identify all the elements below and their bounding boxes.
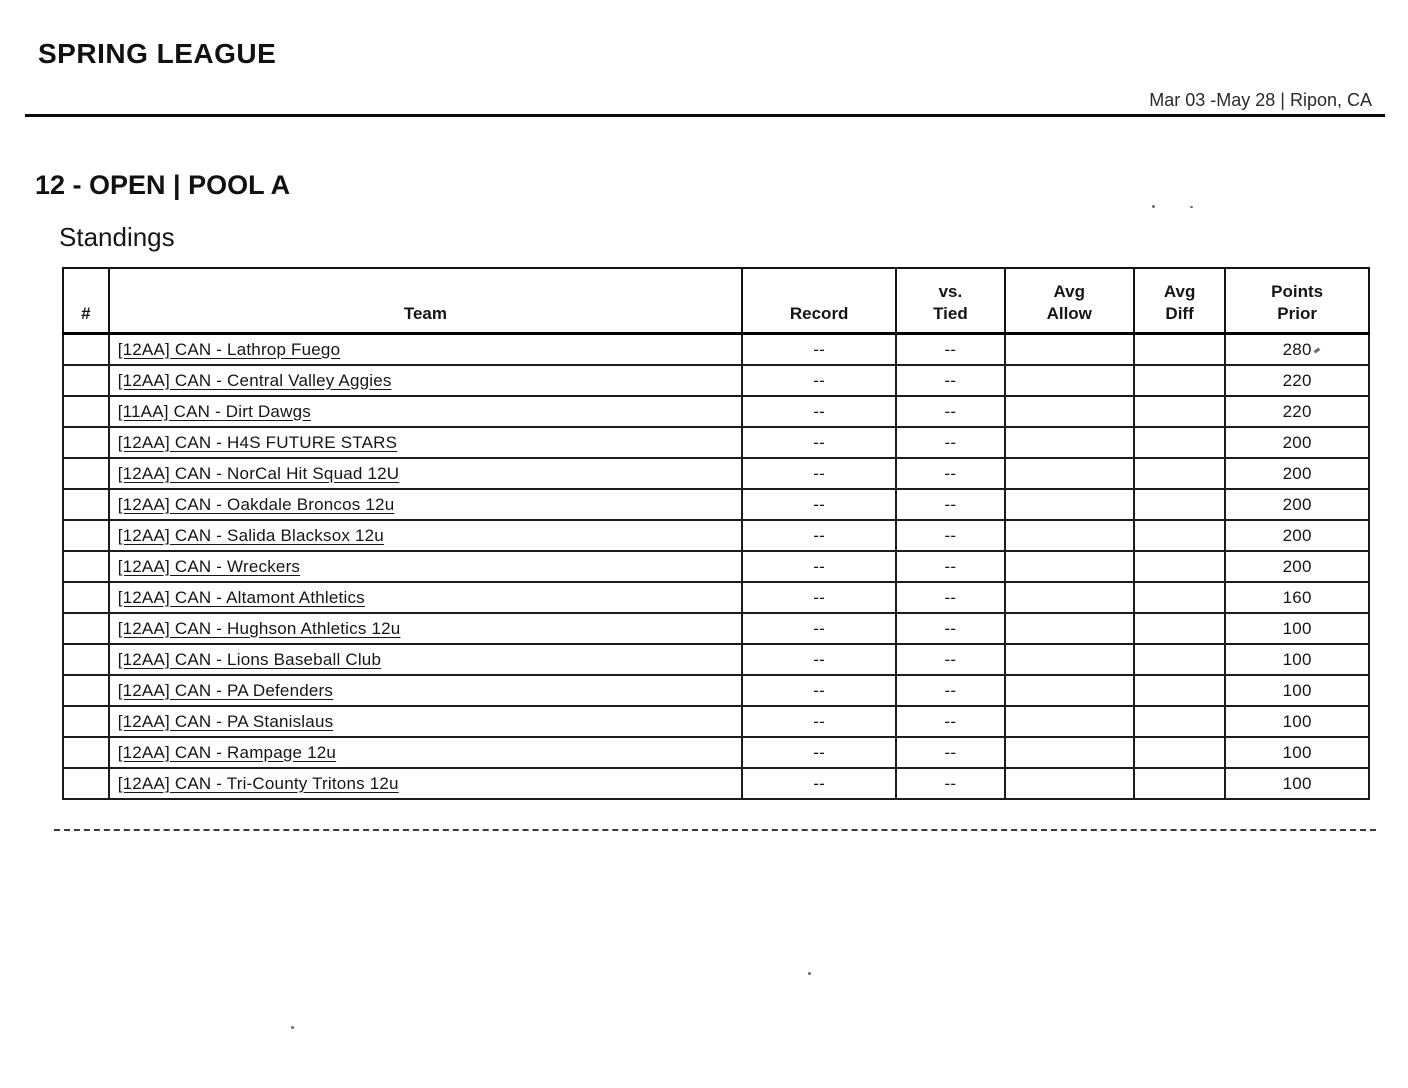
column-header-avg_diff: Avg Diff	[1134, 268, 1225, 334]
scan-speck	[1190, 206, 1193, 208]
team-name-link: [12AA] CAN - PA Defenders	[117, 680, 334, 700]
cell-points_prior: 200	[1225, 458, 1369, 489]
table-row	[63, 582, 1369, 613]
cell-record: --	[742, 334, 896, 366]
cell-record: --	[742, 737, 896, 768]
cell-record: --	[742, 582, 896, 613]
cell-num	[63, 520, 109, 551]
team-name-link: [12AA] CAN - Tri-County Tritons 12u	[117, 773, 399, 793]
cell-vs_tied: --	[896, 582, 1004, 613]
cell-record: --	[742, 396, 896, 427]
cell-record: --	[742, 644, 896, 675]
cell-points_prior: 200	[1225, 427, 1369, 458]
cell-num	[63, 396, 109, 427]
cell-points_prior: 100	[1225, 768, 1369, 799]
standings-table-body	[63, 334, 1369, 800]
cell-team	[109, 737, 742, 768]
cell-record: --	[742, 489, 896, 520]
column-header-record: Record	[742, 268, 896, 334]
cell-num	[63, 489, 109, 520]
cell-points_prior: 200	[1225, 551, 1369, 582]
table-row	[63, 613, 1369, 644]
table-row	[63, 520, 1369, 551]
scan-speck	[808, 972, 811, 975]
team-name-link: [12AA] CAN - H4S FUTURE STARS	[117, 432, 398, 452]
cell-num	[63, 458, 109, 489]
cell-vs_tied: --	[896, 737, 1004, 768]
cell-points_prior: 280	[1225, 334, 1369, 366]
cell-team	[109, 334, 742, 366]
cell-num	[63, 551, 109, 582]
cell-vs_tied: --	[896, 644, 1004, 675]
cell-avg_diff	[1134, 551, 1225, 582]
cell-avg_allow	[1005, 489, 1134, 520]
cell-avg_diff	[1134, 489, 1225, 520]
cell-vs_tied: --	[896, 458, 1004, 489]
cell-record: --	[742, 706, 896, 737]
cell-avg_allow	[1005, 675, 1134, 706]
team-name-link: [12AA] CAN - Oakdale Broncos 12u	[117, 494, 395, 514]
cell-team	[109, 706, 742, 737]
cell-avg_diff	[1134, 582, 1225, 613]
team-name-link: [12AA] CAN - NorCal Hit Squad 12U	[117, 463, 400, 483]
cell-avg_diff	[1134, 675, 1225, 706]
cell-record: --	[742, 613, 896, 644]
cell-avg_diff	[1134, 644, 1225, 675]
table-row	[63, 551, 1369, 582]
cell-avg_allow	[1005, 520, 1134, 551]
cell-team	[109, 489, 742, 520]
cell-team	[109, 365, 742, 396]
table-row	[63, 489, 1369, 520]
column-header-vs_tied: vs. Tied	[896, 268, 1004, 334]
header-rule	[25, 114, 1385, 117]
cell-vs_tied: --	[896, 613, 1004, 644]
table-row	[63, 396, 1369, 427]
cell-avg_diff	[1134, 520, 1225, 551]
cell-points_prior: 160	[1225, 582, 1369, 613]
scan-speck	[291, 1026, 294, 1029]
table-row	[63, 365, 1369, 396]
team-name-link: [12AA] CAN - Wreckers	[117, 556, 301, 576]
league-title: SPRING LEAGUE	[38, 38, 277, 69]
cell-avg_allow	[1005, 427, 1134, 458]
cell-vs_tied: --	[896, 489, 1004, 520]
cell-points_prior: 100	[1225, 644, 1369, 675]
cell-record: --	[742, 458, 896, 489]
cell-team	[109, 675, 742, 706]
cell-avg_allow	[1005, 458, 1134, 489]
column-header-avg_allow: Avg Allow	[1005, 268, 1134, 334]
cell-team	[109, 458, 742, 489]
team-name-link: [12AA] CAN - Rampage 12u	[117, 742, 337, 762]
cell-team	[109, 396, 742, 427]
cell-vs_tied: --	[896, 396, 1004, 427]
standings-heading: Standings	[59, 222, 175, 252]
cell-team	[109, 582, 742, 613]
team-name-link: [12AA] CAN - Lathrop Fuego	[117, 339, 341, 359]
team-name-link: [12AA] CAN - Lions Baseball Club	[117, 649, 382, 669]
table-row	[63, 458, 1369, 489]
cell-avg_diff	[1134, 365, 1225, 396]
standings-table	[62, 267, 1370, 800]
team-name-link: [11AA] CAN - Dirt Dawgs	[117, 401, 311, 421]
cell-num	[63, 334, 109, 366]
standings-header-row	[63, 268, 1369, 334]
cell-vs_tied: --	[896, 365, 1004, 396]
team-name-link: [12AA] CAN - Hughson Athletics 12u	[117, 618, 401, 638]
cell-num	[63, 706, 109, 737]
table-row	[63, 737, 1369, 768]
cell-avg_allow	[1005, 613, 1134, 644]
page-break-dashed-rule	[54, 829, 1376, 831]
cell-record: --	[742, 365, 896, 396]
cell-team	[109, 520, 742, 551]
cell-vs_tied: --	[896, 520, 1004, 551]
cell-avg_diff	[1134, 334, 1225, 366]
cell-team	[109, 768, 742, 799]
cell-avg_allow	[1005, 644, 1134, 675]
cell-avg_diff	[1134, 427, 1225, 458]
cell-record: --	[742, 427, 896, 458]
cell-points_prior: 100	[1225, 675, 1369, 706]
cell-vs_tied: --	[896, 334, 1004, 366]
team-name-link: [12AA] CAN - Salida Blacksox 12u	[117, 525, 384, 545]
cell-points_prior: 220	[1225, 396, 1369, 427]
cell-team	[109, 644, 742, 675]
team-name-link: [12AA] CAN - Central Valley Aggies	[117, 370, 392, 390]
cell-points_prior: 100	[1225, 737, 1369, 768]
cell-points_prior: 200	[1225, 520, 1369, 551]
column-header-points_prior: Points Prior	[1225, 268, 1369, 334]
cell-record: --	[742, 675, 896, 706]
cell-avg_diff	[1134, 396, 1225, 427]
cell-num	[63, 582, 109, 613]
cell-num	[63, 675, 109, 706]
cell-avg_allow	[1005, 706, 1134, 737]
cell-record: --	[742, 551, 896, 582]
table-row	[63, 706, 1369, 737]
cell-record: --	[742, 520, 896, 551]
cell-avg_allow	[1005, 365, 1134, 396]
table-row	[63, 675, 1369, 706]
table-row	[63, 768, 1369, 799]
team-name-link: [12AA] CAN - Altamont Athletics	[117, 587, 365, 607]
table-row	[63, 427, 1369, 458]
cell-avg_allow	[1005, 737, 1134, 768]
cell-avg_diff	[1134, 706, 1225, 737]
scan-speck	[1152, 205, 1155, 208]
cell-team	[109, 427, 742, 458]
team-name-link: [12AA] CAN - PA Stanislaus	[117, 711, 334, 731]
cell-vs_tied: --	[896, 675, 1004, 706]
cell-avg_allow	[1005, 551, 1134, 582]
cell-avg_diff	[1134, 768, 1225, 799]
cell-vs_tied: --	[896, 768, 1004, 799]
cell-num	[63, 737, 109, 768]
cell-avg_diff	[1134, 613, 1225, 644]
standings-table-container	[62, 267, 1370, 800]
column-header-team: Team	[109, 268, 742, 334]
cell-num	[63, 768, 109, 799]
cell-team	[109, 551, 742, 582]
cell-points_prior: 220	[1225, 365, 1369, 396]
table-row	[63, 644, 1369, 675]
cell-avg_allow	[1005, 334, 1134, 366]
cell-vs_tied: --	[896, 427, 1004, 458]
cell-avg_diff	[1134, 458, 1225, 489]
cell-num	[63, 613, 109, 644]
cell-vs_tied: --	[896, 551, 1004, 582]
cell-team	[109, 613, 742, 644]
cell-avg_allow	[1005, 396, 1134, 427]
date-location: Mar 03 -May 28 | Ripon, CA	[1149, 90, 1372, 110]
cell-avg_allow	[1005, 768, 1134, 799]
cell-vs_tied: --	[896, 706, 1004, 737]
table-row	[63, 334, 1369, 366]
cell-avg_allow	[1005, 582, 1134, 613]
cell-num	[63, 365, 109, 396]
cell-avg_diff	[1134, 737, 1225, 768]
cell-record: --	[742, 768, 896, 799]
column-header-num: #	[63, 268, 109, 334]
cell-num	[63, 644, 109, 675]
cell-points_prior: 100	[1225, 706, 1369, 737]
cell-points_prior: 100	[1225, 613, 1369, 644]
cell-points_prior: 200	[1225, 489, 1369, 520]
cell-num	[63, 427, 109, 458]
section-title: 12 - OPEN | POOL A	[35, 170, 291, 200]
